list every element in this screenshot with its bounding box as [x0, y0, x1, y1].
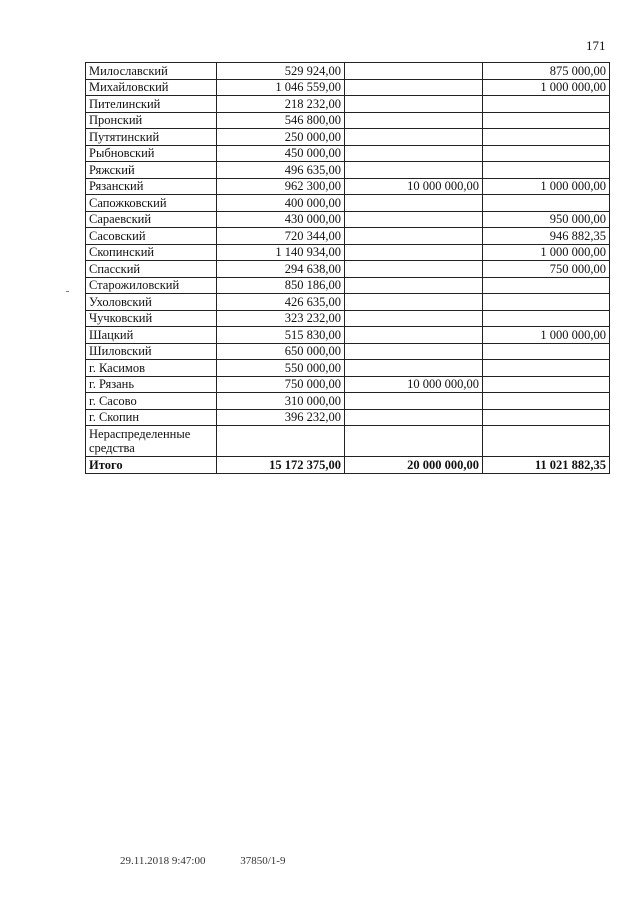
amount-cell	[483, 277, 610, 294]
amount-cell: 1 000 000,00	[483, 327, 610, 344]
amount-cell	[483, 294, 610, 311]
amount-cell	[483, 343, 610, 360]
amount-cell	[483, 162, 610, 179]
amount-cell	[345, 310, 483, 327]
amount-cell	[345, 195, 483, 212]
table-row	[86, 178, 610, 195]
amount-cell	[483, 310, 610, 327]
table-row	[86, 376, 610, 393]
table-row	[86, 145, 610, 162]
district-name: Рязанский	[86, 178, 217, 195]
amount-cell: 950 000,00	[483, 211, 610, 228]
budget-table	[85, 62, 610, 474]
unallocated-row	[86, 426, 610, 457]
amount-cell	[345, 162, 483, 179]
total-col1: 15 172 375,00	[217, 457, 345, 474]
table-row	[86, 195, 610, 212]
district-name: Пителинский	[86, 96, 217, 113]
amount-cell	[345, 96, 483, 113]
amount-cell	[483, 112, 610, 129]
amount-cell: 396 232,00	[217, 409, 345, 426]
table-row	[86, 96, 610, 113]
district-name: Старожиловский	[86, 277, 217, 294]
total-row	[86, 457, 610, 474]
amount-cell: 550 000,00	[217, 360, 345, 377]
district-name: Сапожковский	[86, 195, 217, 212]
amount-cell	[345, 393, 483, 410]
amount-cell	[345, 409, 483, 426]
amount-cell: 1 000 000,00	[483, 178, 610, 195]
district-name: Рыбновский	[86, 145, 217, 162]
table-row	[86, 277, 610, 294]
amount-cell: 962 300,00	[217, 178, 345, 195]
district-name: Путятинский	[86, 129, 217, 146]
district-name: Милославский	[86, 63, 217, 80]
unallocated-name: Нераспределенные средства	[86, 426, 217, 457]
amount-cell: 875 000,00	[483, 63, 610, 80]
amount-cell: 1 046 559,00	[217, 79, 345, 96]
district-name: Шиловский	[86, 343, 217, 360]
table-row	[86, 343, 610, 360]
total-col3: 11 021 882,35	[483, 457, 610, 474]
table-row	[86, 310, 610, 327]
amount-cell	[345, 261, 483, 278]
table-row	[86, 261, 610, 278]
amount-cell: 10 000 000,00	[345, 376, 483, 393]
amount-cell: 750 000,00	[217, 376, 345, 393]
district-name: Сасовский	[86, 228, 217, 245]
table-row	[86, 393, 610, 410]
page-number: 171	[586, 38, 606, 53]
amount-cell	[345, 277, 483, 294]
amount-cell	[345, 360, 483, 377]
district-name: Спасский	[86, 261, 217, 278]
amount-cell: 496 635,00	[217, 162, 345, 179]
amount-cell	[345, 129, 483, 146]
amount-cell	[345, 343, 483, 360]
total-col2: 20 000 000,00	[345, 457, 483, 474]
amount-cell: 720 344,00	[217, 228, 345, 245]
amount-cell	[345, 244, 483, 261]
amount-cell	[345, 327, 483, 344]
amount-cell: 1 000 000,00	[483, 79, 610, 96]
amount-cell: 400 000,00	[217, 195, 345, 212]
amount-cell: 426 635,00	[217, 294, 345, 311]
table-row	[86, 409, 610, 426]
unallocated-col1	[217, 426, 345, 457]
table-row	[86, 129, 610, 146]
table-row	[86, 112, 610, 129]
amount-cell: 1 140 934,00	[217, 244, 345, 261]
amount-cell: 250 000,00	[217, 129, 345, 146]
amount-cell: 310 000,00	[217, 393, 345, 410]
district-name: г. Касимов	[86, 360, 217, 377]
amount-cell	[483, 129, 610, 146]
footer-datetime: 29.11.2018 9:47:00	[120, 855, 206, 867]
district-name: Чучковский	[86, 310, 217, 327]
table-row	[86, 63, 610, 80]
table-row	[86, 244, 610, 261]
unallocated-col2	[345, 426, 483, 457]
table-row	[86, 228, 610, 245]
amount-cell: 294 638,00	[217, 261, 345, 278]
document-footer	[120, 855, 317, 867]
district-name: г. Сасово	[86, 393, 217, 410]
district-name: Скопинский	[86, 244, 217, 261]
amount-cell	[345, 228, 483, 245]
amount-cell	[483, 195, 610, 212]
district-name: г. Рязань	[86, 376, 217, 393]
amount-cell: 10 000 000,00	[345, 178, 483, 195]
amount-cell: 946 882,35	[483, 228, 610, 245]
district-name: Пронский	[86, 112, 217, 129]
amount-cell: 650 000,00	[217, 343, 345, 360]
budget-table-body	[86, 63, 610, 474]
scan-speck	[66, 291, 69, 292]
amount-cell	[345, 145, 483, 162]
amount-cell	[345, 112, 483, 129]
district-name: Михайловский	[86, 79, 217, 96]
amount-cell: 850 186,00	[217, 277, 345, 294]
footer-doc-id: 37850/1-9	[240, 855, 286, 867]
amount-cell	[483, 376, 610, 393]
amount-cell: 515 830,00	[217, 327, 345, 344]
table-row	[86, 162, 610, 179]
amount-cell: 450 000,00	[217, 145, 345, 162]
table-row	[86, 211, 610, 228]
amount-cell	[483, 96, 610, 113]
amount-cell: 1 000 000,00	[483, 244, 610, 261]
district-name: Сараевский	[86, 211, 217, 228]
table-row	[86, 360, 610, 377]
district-name: Ряжский	[86, 162, 217, 179]
district-name: Шацкий	[86, 327, 217, 344]
amount-cell: 430 000,00	[217, 211, 345, 228]
amount-cell	[345, 79, 483, 96]
amount-cell	[345, 294, 483, 311]
amount-cell: 218 232,00	[217, 96, 345, 113]
amount-cell: 546 800,00	[217, 112, 345, 129]
amount-cell: 750 000,00	[483, 261, 610, 278]
amount-cell: 323 232,00	[217, 310, 345, 327]
total-label: Итого	[86, 457, 217, 474]
table-row	[86, 327, 610, 344]
amount-cell	[483, 409, 610, 426]
amount-cell	[345, 211, 483, 228]
amount-cell	[345, 63, 483, 80]
amount-cell: 529 924,00	[217, 63, 345, 80]
table-row	[86, 294, 610, 311]
amount-cell	[483, 360, 610, 377]
district-name: г. Скопин	[86, 409, 217, 426]
district-name: Ухоловский	[86, 294, 217, 311]
unallocated-col3	[483, 426, 610, 457]
amount-cell	[483, 393, 610, 410]
table-row	[86, 79, 610, 96]
amount-cell	[483, 145, 610, 162]
